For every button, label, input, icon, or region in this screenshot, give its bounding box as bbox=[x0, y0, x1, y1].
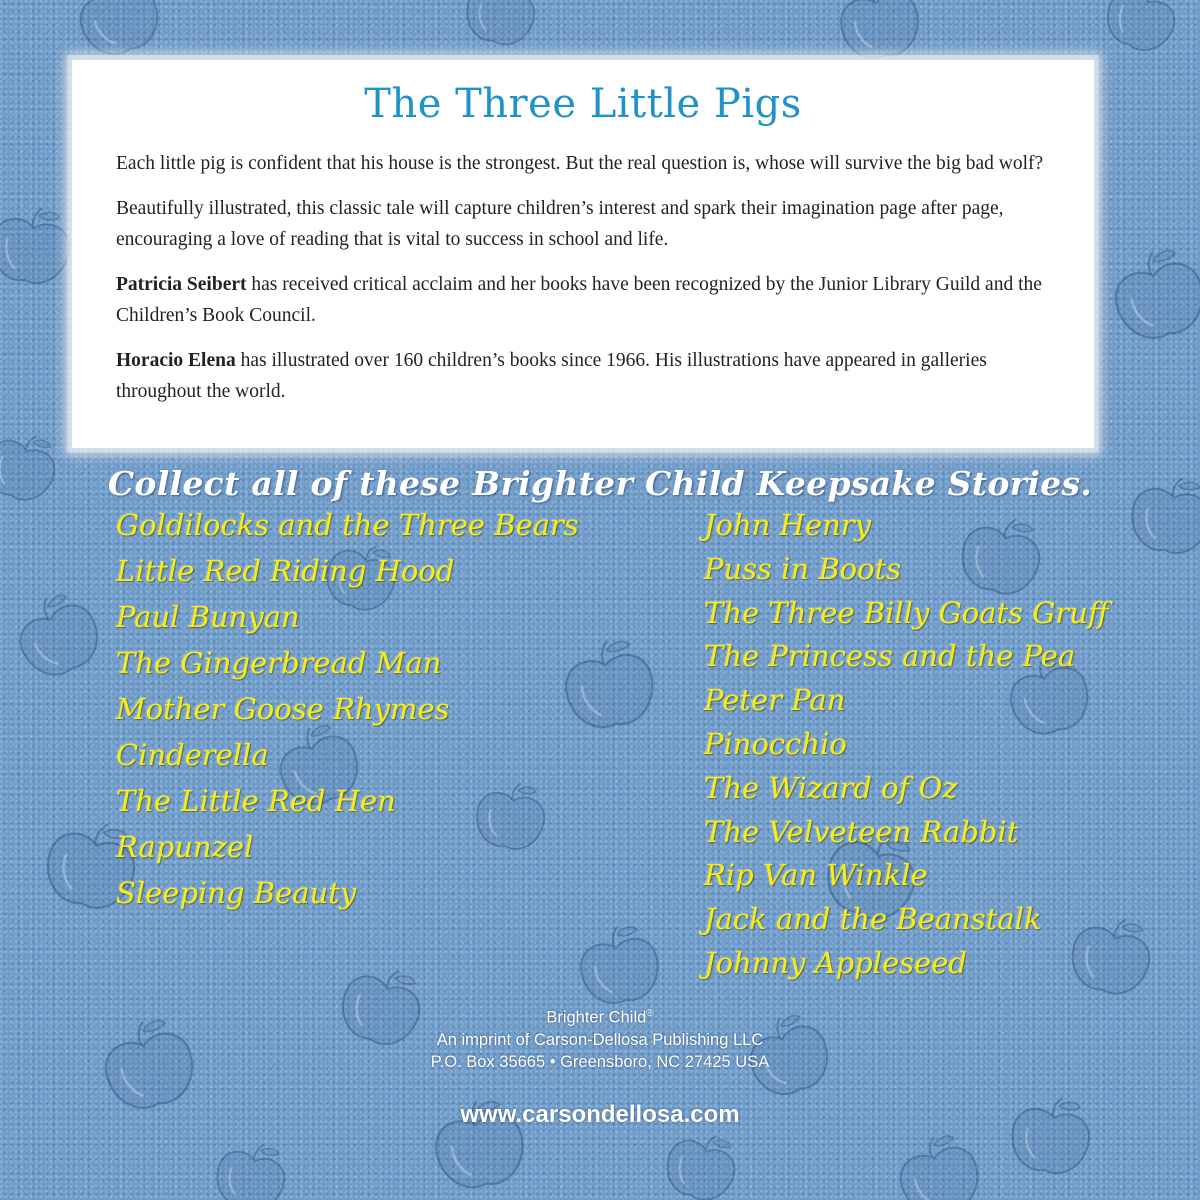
story-title: Goldilocks and the Three Bears bbox=[116, 508, 579, 542]
story-title: The Little Red Hen bbox=[116, 784, 396, 818]
book-praise: Beautifully illustrated, this classic tale will capture children’s interest and spark their imagination page after page, encouraging a love of reading that is vital to success in school and life. bbox=[116, 198, 1004, 250]
collection-heading: Collect all of these Brighter Child Keepsake Stories. bbox=[107, 464, 1093, 503]
story-title: John Henry bbox=[704, 508, 872, 542]
illustrator-bio-text: has illustrated over 160 children’s books since 1966. His illustrations have appeared in galleries throughout the world. bbox=[116, 350, 987, 402]
story-title: Jack and the Beanstalk bbox=[704, 902, 1042, 937]
story-title: Mother Goose Rhymes bbox=[116, 692, 450, 726]
story-title: Cinderella bbox=[116, 738, 269, 772]
story-title: The Wizard of Oz bbox=[704, 770, 958, 805]
illustrator-name: Horacio Elena bbox=[116, 350, 236, 371]
publisher-imprint: An imprint of Carson-Dellosa Publishing LLC bbox=[436, 1030, 764, 1049]
embossed-apple-icon bbox=[659, 1123, 745, 1200]
story-title: Pinocchio bbox=[704, 726, 847, 761]
author-bio bbox=[116, 269, 1050, 331]
story-title: Rapunzel bbox=[116, 830, 254, 864]
illustrator-bio bbox=[116, 345, 1050, 407]
story-title: The Princess and the Pea bbox=[704, 639, 1076, 674]
story-title: The Gingerbread Man bbox=[116, 646, 442, 680]
publisher-address: P.O. Box 35665 • Greensboro, NC 27425 USA bbox=[430, 1052, 770, 1071]
embossed-apple-icon bbox=[7, 585, 108, 685]
registered-mark: ® bbox=[646, 1008, 654, 1019]
story-list-right bbox=[704, 508, 1109, 993]
story-title: Little Red Riding Hood bbox=[116, 554, 455, 588]
embossed-apple-icon bbox=[835, 0, 924, 63]
book-description: Each little pig is confident that his house is the strongest. But the real question is, whose will survive the big bad wolf? bbox=[116, 153, 1044, 174]
publisher-brand-line bbox=[0, 1003, 1200, 1029]
embossed-apple-icon bbox=[69, 0, 167, 63]
story-list-left bbox=[116, 508, 579, 925]
embossed-apple-icon bbox=[575, 921, 664, 1008]
embossed-apple-icon bbox=[460, 0, 542, 51]
story-title: Johnny Appleseed bbox=[704, 945, 967, 980]
story-title: Peter Pan bbox=[704, 683, 846, 718]
author-name: Patricia Seibert bbox=[116, 274, 247, 295]
story-title: The Three Billy Goats Gruff bbox=[704, 595, 1109, 630]
book-info-panel bbox=[72, 60, 1094, 448]
story-title: Sleeping Beauty bbox=[116, 876, 357, 910]
story-title: Paul Bunyan bbox=[116, 600, 300, 634]
publisher-website: www.carsondellosa.com bbox=[460, 1101, 740, 1128]
author-bio-text: has received critical acclaim and her books have been recognized by the Junior Library Guild and the Children’s Book Council. bbox=[116, 274, 1042, 326]
embossed-apple-icon bbox=[892, 1128, 986, 1200]
story-title: Puss in Boots bbox=[704, 551, 902, 586]
book-title: The Three Little Pigs bbox=[364, 81, 802, 127]
story-title: Rip Van Winkle bbox=[704, 858, 928, 893]
embossed-apple-icon bbox=[1106, 242, 1200, 346]
embossed-apple-icon bbox=[210, 1135, 292, 1200]
publisher-brand: Brighter Child bbox=[546, 1008, 647, 1027]
story-title: The Velveteen Rabbit bbox=[704, 814, 1019, 849]
embossed-apple-icon bbox=[0, 201, 75, 288]
embossed-apple-icon bbox=[1098, 0, 1187, 59]
publisher-block bbox=[0, 1003, 1200, 1073]
